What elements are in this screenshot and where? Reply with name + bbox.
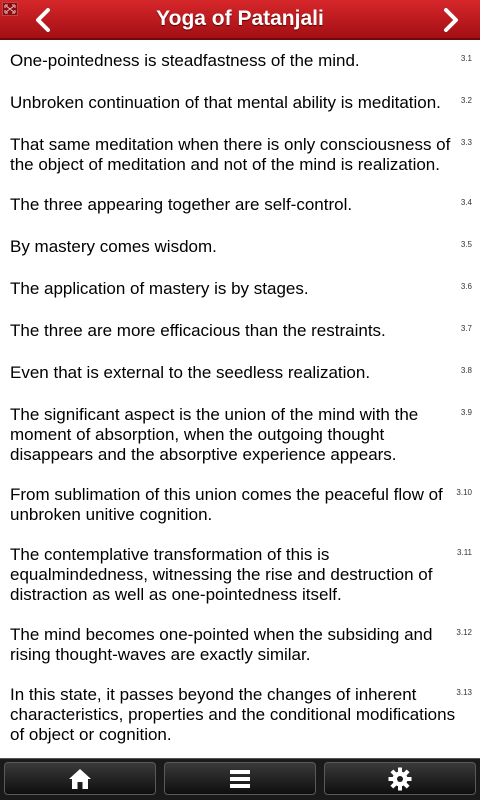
next-button[interactable] (434, 4, 468, 36)
verse-text: The contemplative transformation of this is equalmindedness, witnessing the rise and destruction of distraction as well as one-pointedness itself. (10, 545, 433, 604)
verse-text: Even that is external to the seedless realization. (10, 363, 371, 382)
home-icon (68, 768, 92, 790)
verse-item[interactable] (0, 476, 480, 534)
verse-text: By mastery comes wisdom. (10, 237, 217, 256)
verse-number: 3.8 (460, 366, 472, 375)
verse-item[interactable] (0, 186, 480, 226)
chevron-right-icon (442, 8, 460, 32)
menu-icon (229, 769, 251, 789)
verse-item[interactable] (0, 84, 480, 124)
verse-number: 3.2 (460, 96, 472, 105)
gear-icon (388, 767, 412, 791)
verse-item[interactable] (0, 396, 480, 474)
page-title: Yoga of Patanjali (156, 7, 324, 30)
verse-number: 3.10 (456, 488, 472, 497)
verse-text: The three appearing together are self-control. (10, 195, 353, 214)
verse-item[interactable] (0, 676, 480, 754)
verse-number: 3.1 (460, 54, 472, 63)
verse-number: 3.11 (457, 548, 472, 557)
verse-text: In this state, it passes beyond the changes of inherent characteristics, properties and the conditional modifications of object or cognition. (10, 685, 456, 744)
verse-text: One-pointedness is steadfastness of the mind. (10, 51, 360, 70)
verse-number: 3.3 (460, 138, 472, 147)
verse-text: The significant aspect is the union of the mind with the moment of absorption, when the outgoing thought disappears and the absorptive experience appears. (10, 405, 419, 464)
verse-text: The three are more efficacious than the restraints. (10, 321, 386, 340)
verse-number: 3.5 (460, 240, 472, 249)
app-header (0, 0, 480, 40)
verse-item[interactable] (0, 616, 480, 674)
verse-item[interactable] (0, 42, 480, 82)
verse-item[interactable] (0, 536, 480, 614)
home-button[interactable] (4, 762, 156, 795)
verse-item[interactable] (0, 312, 480, 352)
verse-number: 3.6 (460, 282, 472, 291)
bottom-toolbar (0, 758, 480, 800)
verse-list[interactable] (0, 42, 480, 758)
verse-number: 3.4 (460, 198, 472, 207)
verse-text: Unbroken continuation of that mental ability is meditation. (10, 93, 441, 112)
verse-text: The application of mastery is by stages. (10, 279, 309, 298)
menu-button[interactable] (164, 762, 316, 795)
verse-text: The mind becomes one-pointed when the subsiding and rising thought-waves are exactly similar. (10, 625, 433, 664)
verse-number: 3.7 (460, 324, 472, 333)
verse-number: 3.9 (460, 408, 472, 417)
verse-item[interactable] (0, 126, 480, 184)
verse-number: 3.13 (456, 688, 472, 697)
verse-number: 3.12 (456, 628, 472, 637)
verse-item[interactable] (0, 228, 480, 268)
verse-item[interactable] (0, 270, 480, 310)
verse-text: From sublimation of this union comes the peaceful flow of unbroken unitive cognition. (10, 485, 443, 524)
verse-text: That same meditation when there is only consciousness of the object of meditation and not of the mind is realization. (10, 135, 451, 174)
settings-button[interactable] (324, 762, 476, 795)
verse-item[interactable] (0, 354, 480, 394)
